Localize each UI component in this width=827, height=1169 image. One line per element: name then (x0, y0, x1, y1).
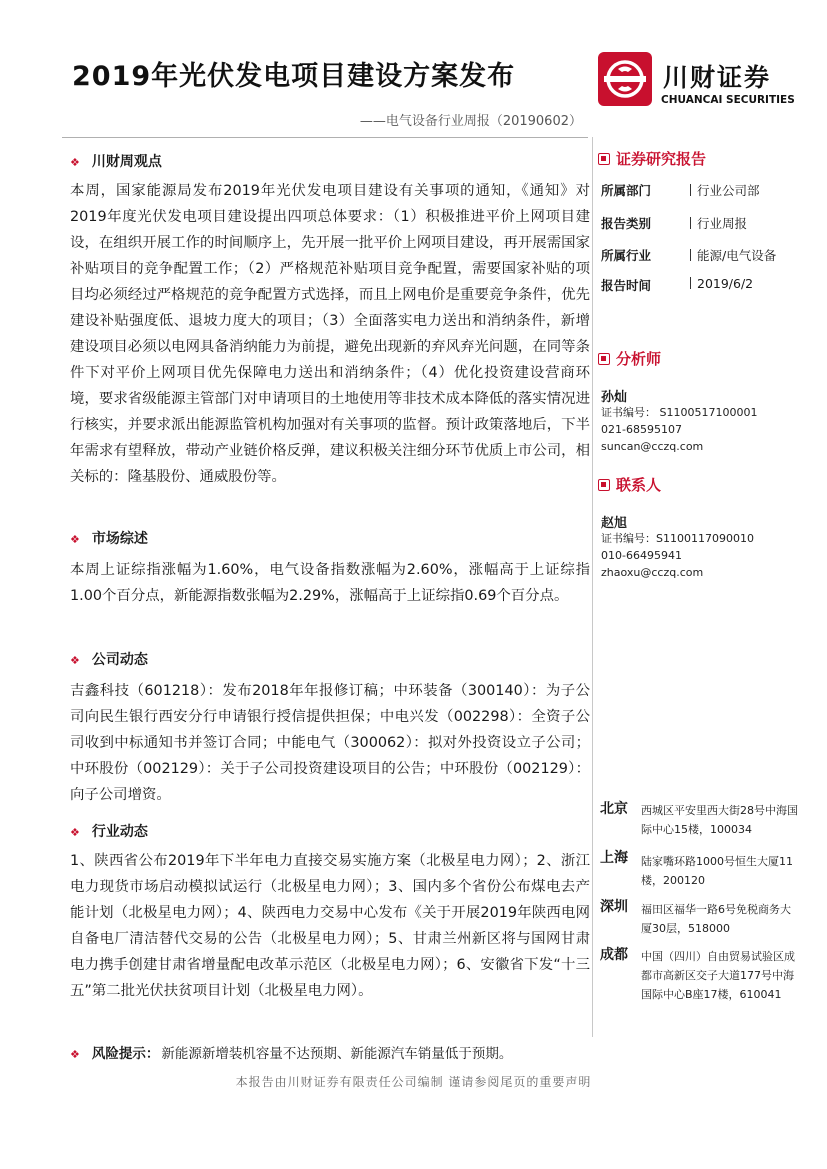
risk-text: 新能源新增装机容量不达预期、新能源汽车销量低于预期。 (161, 1046, 513, 1062)
section-heading-company (70, 649, 148, 669)
analyst-cert: 证书编号： S1100517100001 (601, 406, 758, 419)
office-city: 成都 (600, 947, 628, 963)
diamond-bullet-icon: ❖ (70, 156, 80, 169)
footer-disclaimer: 本报告由川财证券有限责任公司编制 谨请参阅尾页的重要声明 (235, 1075, 592, 1089)
office-address: 中国（四川）自由贸易试验区成都市高新区交子大道177号中海国际中心B座17楼，610041 (641, 950, 795, 1001)
company-paragraph: 吉鑫科技（601218）：发布2018年年报修订稿；中环装备（300140）：为子公司向民生银行西安分行申请银行授信提供担保；中电兴发（002298）：全资子公司收到中标通知书并签订合同；中能电气（300062）：拟对外投资设立子公司；中环股份（002129）：关于子公司投资建设项目的公告；中环股份（002129）：向子公司增资。 (70, 683, 590, 803)
contact-phone: 010-66495941 (601, 549, 682, 562)
industry-paragraph: 1、陕西省公布2019年下半年电力直接交易实施方案（北极星电力网）；2、浙江电力现货市场启动模拟试运行（北极星电力网）；3、国内多个省份公布煤电去产能计划（北极星电力网）；4、陕西电力交易中心发布《关于开展2019年陕西电网自备电厂清洁替代交易的公告（北极星电力网）；5、甘肃兰州新区将与国网甘肃电力携手创建甘肃省增量配电改革示范区（北极星电力网）；6、安徽省下发“十三五”第二批光伏扶贫项目计划（北极星电力网）。 (70, 853, 590, 999)
section-square-icon (598, 153, 610, 165)
page-subtitle: ——电气设备行业周报（20190602） (359, 114, 582, 129)
diamond-bullet-icon: ❖ (70, 1048, 80, 1061)
office-address: 陆家嘴环路1000号恒生大厦11楼，200120 (641, 855, 793, 887)
meta-value: 行业公司部 (690, 181, 760, 199)
analyst-name: 孙灿 (601, 390, 628, 405)
chuancai-logo-icon (598, 52, 652, 106)
report-heading-text: 证券研究报告 (616, 150, 707, 168)
contact-cert: 证书编号：S1100117090010 (601, 532, 754, 545)
section-heading-text: 公司动态 (91, 652, 148, 668)
contact-name: 赵旭 (601, 516, 628, 531)
page-title: 2019年光伏发电项目建设方案发布 (72, 61, 516, 92)
column-divider (592, 137, 593, 1037)
section-heading-view (70, 151, 162, 171)
section-heading-text: 市场综述 (91, 531, 148, 547)
office-city: 北京 (600, 801, 628, 817)
analyst-email: suncan@cczq.com (601, 440, 704, 453)
diamond-bullet-icon: ❖ (70, 533, 80, 546)
meta-label: 报告类别 (601, 216, 652, 231)
analyst-heading-text: 分析师 (616, 350, 662, 368)
office-city: 深圳 (600, 899, 628, 915)
diamond-bullet-icon: ❖ (70, 826, 80, 839)
section-heading-text: 川财周观点 (91, 154, 162, 170)
contact-heading (598, 474, 661, 495)
meta-value: 行业周报 (690, 214, 747, 232)
risk-warning (70, 1042, 512, 1062)
contact-email: zhaoxu@cczq.com (601, 566, 704, 579)
analyst-phone: 021-68595107 (601, 423, 682, 436)
meta-label: 所属部门 (601, 183, 652, 198)
market-paragraph: 本周上证综指涨幅为1.60%，电气设备指数涨幅为2.60%，涨幅高于上证综指1.00个百分点，新能源指数张幅为2.29%，涨幅高于上证综指0.69个百分点。 (70, 562, 590, 604)
office-address: 福田区福华一路6号免税商务大厦30层，518000 (641, 903, 791, 935)
office-city: 上海 (600, 850, 628, 866)
risk-label: 风险提示： (91, 1046, 160, 1062)
logo-chinese-name: 川财证券 (663, 63, 772, 92)
logo-english-name: CHUANCAI SECURITIES (661, 94, 795, 106)
section-heading-industry (70, 821, 148, 841)
office-address: 西城区平安里西大街28号中海国际中心15楼，100034 (641, 804, 798, 836)
view-paragraph: 本周，国家能源局发布2019年光伏发电项目建设有关事项的通知，《通知》对2019年度光伏发电项目建设提出四项总体要求：（1）积极推进平价上网项目建设，在组织开展工作的时间顺序上，先开展一批平价上网项目建设，再开展需国家补贴项目的竞争配置工作；（2）严格规范补贴项目竞争配置，需要国家补贴的项目均必须经过严格规范的竞争配置方式选择，而且上网电价是重要竞争条件，优先建设补贴强度低、退坡力度大的项目；（3）全面落实电力送出和消纳条件，新增建设项目必须以电网具备消纳能力为前提，避免出现新的弃风弃光问题，在同等条件下对平价上网项目优先保障电力送出和消纳条件；（4）优化投资建设营商环境，要求省级能源主管部门对申请项目的土地使用等非技术成本降低的落实情况进行核实，并要求派出能源监管机构加强对有关事项的监督。预计政策落地后，下半年需求有望释放，带动产业链价格反弹，建议积极关注细分环节优质上市公司，相关标的：隆基股份、通威股份等。 (70, 183, 590, 485)
diamond-bullet-icon: ❖ (70, 654, 80, 667)
contact-heading-text: 联系人 (616, 476, 662, 494)
section-square-icon (598, 353, 610, 365)
meta-value: 2019/6/2 (690, 276, 753, 291)
meta-label: 所属行业 (601, 248, 652, 263)
analyst-heading (598, 348, 661, 369)
meta-label: 报告时间 (601, 278, 652, 293)
meta-value: 能源/电气设备 (690, 246, 776, 264)
report-heading (598, 148, 706, 169)
header-divider (62, 137, 588, 138)
section-heading-market (70, 528, 148, 548)
section-heading-text: 行业动态 (91, 824, 148, 840)
section-square-icon (598, 479, 610, 491)
